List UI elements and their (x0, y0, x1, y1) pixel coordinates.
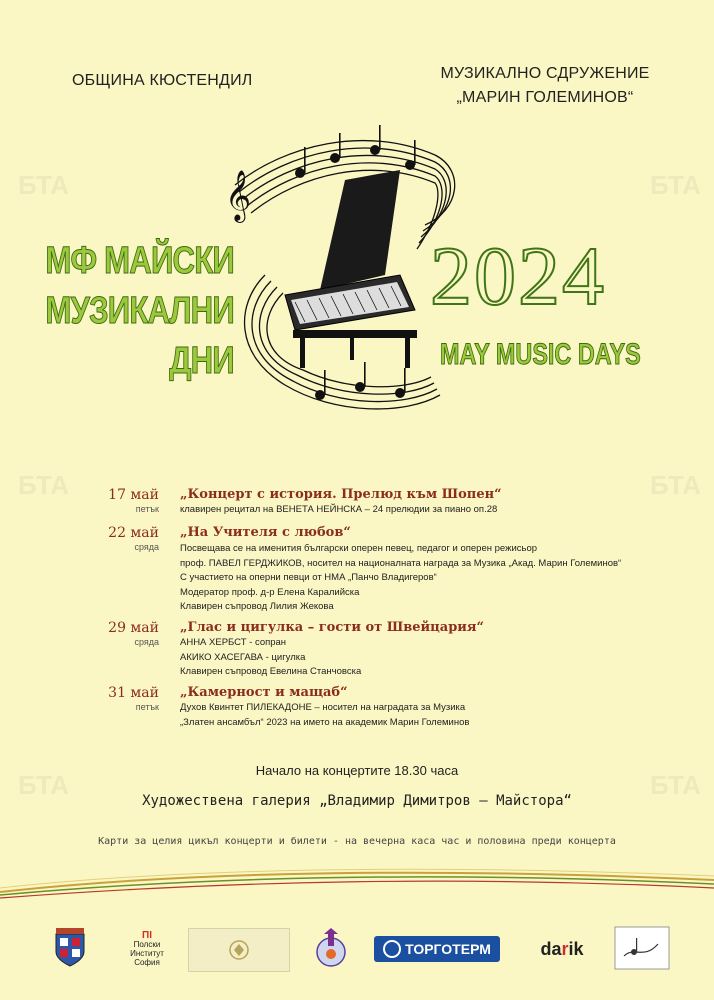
torgoterm-label: ТОРГОТЕРМ (405, 941, 491, 957)
event-day: петък (135, 504, 159, 514)
darik-text-a: da (540, 938, 562, 959)
event-detail-line: АННА ХЕРБСТ - сопран (180, 637, 287, 648)
watermark-left-2: БТА (18, 470, 70, 500)
event-detail-line: клавирен рецитал на ВЕНЕТА НЕЙНСКА – 24 прелюдии за пиано оп.28 (180, 504, 498, 515)
event-day: петък (135, 702, 159, 712)
event-detail-line: АКИКО ХАСЕГАВА - цигулка (180, 651, 306, 663)
watermark-right-3: БТА (650, 770, 702, 800)
festival-title-line-1: МФ МАЙСКИ (45, 240, 234, 282)
polish-institute-line-2: Институт (130, 949, 164, 958)
music-school-logo-icon (312, 926, 350, 970)
darik-text-b: r (561, 938, 569, 959)
event-details (180, 636, 361, 680)
festival-title-line-3: ДНИ (169, 340, 234, 382)
piano-music-staff-illustration (225, 125, 465, 435)
event-title: „Глас и цигулка – гости от Швейцария“ (180, 620, 485, 635)
tickets-info: Карти за целия цикъл концерти и билети - на вечерна каса час и половина преди концерта (98, 836, 616, 847)
kyustendil-coat-of-arms-icon (52, 928, 88, 968)
polish-institute-line-1: Полски (133, 940, 161, 949)
event-date: 31 май (108, 685, 159, 701)
event-day: сряда (134, 542, 159, 552)
event-detail-line: Клавирен съпровод Лилия Жекова (180, 601, 334, 613)
event-date: 17 май (108, 487, 159, 503)
event-detail-line: „Златен ансамбъл“ 2023 на името на академик Марин Големинов (180, 716, 470, 728)
polish-institute-line-3: София (134, 958, 160, 967)
association-line-2: „МАРИН ГОЛЕМИНОВ“ (456, 89, 634, 106)
event-details (180, 503, 497, 518)
event-date: 22 май (108, 525, 159, 541)
festival-year: 2024 (430, 230, 606, 323)
municipality-label: ОБЩИНА КЮСТЕНДИЛ (72, 72, 253, 89)
event-day: сряда (134, 637, 159, 647)
music-sketch-logo-icon (614, 926, 670, 970)
event-detail-line: Клавирен съпровод Евелина Станчовска (180, 666, 362, 678)
event-title: „На Учителя с любов“ (180, 525, 351, 540)
event-details (180, 542, 621, 615)
darik-text-c: ik (568, 938, 584, 959)
watermark-right-1: БТА (650, 170, 702, 200)
concert-start-time: Начало на концертите 18.30 часа (255, 763, 459, 778)
association-label (0, 62, 714, 110)
event-detail-line: С участието на оперни певци от НМА „Панчо Владигеров“ (180, 572, 437, 584)
event-title: „Концерт с история. Прелюд към Шопен“ (180, 487, 502, 502)
event-detail-line: Духов Квинтет ПИЛЕКАДОНЕ – носител на наградата за Музика (180, 702, 466, 713)
treble-clef-icon: 𝄞 (225, 170, 252, 221)
event-detail-line: Модератор проф. д-р Елена Каралийска (180, 586, 360, 598)
darik-logo (527, 928, 597, 970)
event-detail-line: проф. ПАВЕЛ ГЕРДЖИКОВ, носител на националната награда за Музика „Акад. Марин Големинов“ (180, 557, 622, 569)
event-details (180, 701, 469, 730)
association-emblem-icon (228, 939, 250, 961)
association-line-1: МУЗИКАЛНО СДРУЖЕНИЕ (440, 65, 650, 82)
decorative-swoosh (0, 850, 714, 900)
polish-institute-logo: ПІ Полски Институт София (130, 930, 164, 967)
torgoterm-icon (383, 940, 401, 958)
event-date: 29 май (108, 620, 159, 636)
grand-piano-icon (285, 170, 417, 368)
festival-subtitle-en: MAY MUSIC DAYS (440, 338, 641, 371)
event-title: „Камерност и мащаб“ (180, 685, 348, 700)
watermark-left-3: БТА (18, 770, 70, 800)
watermark-right-2: БТА (650, 470, 702, 500)
event-detail-line: Посвещава се на именития български оперен певец, педагог и оперен режисьор (180, 543, 538, 554)
watermark-left-1: БТА (18, 170, 70, 200)
association-logo (188, 928, 290, 972)
festival-title-line-2: МУЗИКАЛНИ (45, 290, 234, 332)
venue-name: Художествена галерия „Владимир Димитров – Майстора“ (142, 793, 572, 809)
torgoterm-logo (374, 936, 500, 962)
